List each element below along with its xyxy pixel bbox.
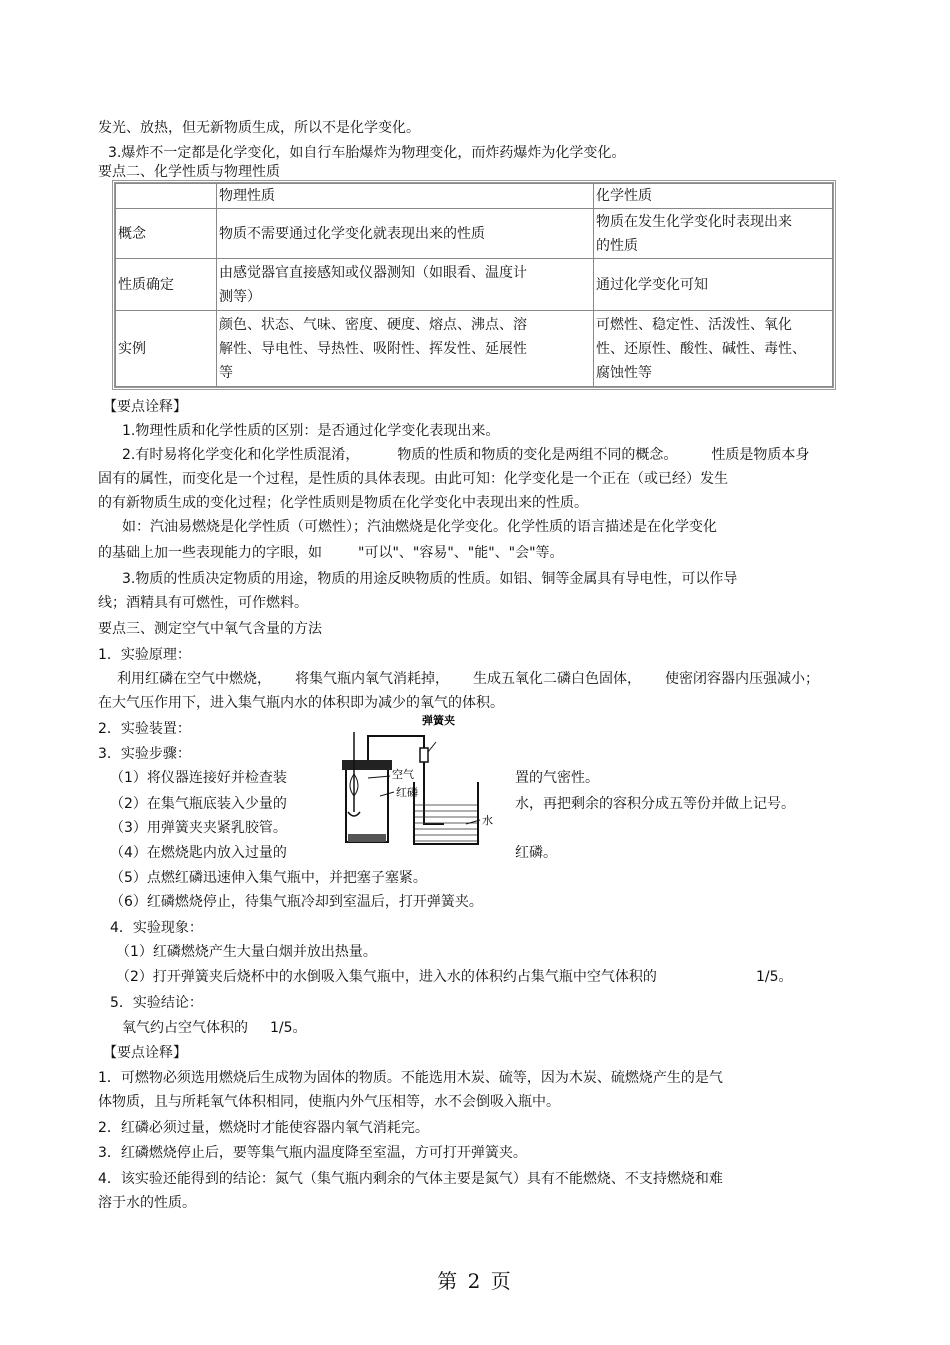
phenomenon-1: （1）红磷燃烧产生大量白烟并放出热量。 [116,944,377,960]
step-4-a: （4）在燃烧匙内放入过量的 [110,845,287,861]
table-header-cell [116,184,217,209]
note-2-part-g: 的基础上加一些表现能力的字眼，如 [98,545,322,561]
step-4-b: 红磷。 [515,845,557,861]
note-2-line-5 [98,544,564,562]
note-1: 1.物理性质和化学性质的区别：是否通过化学变化表现出来。 [122,423,500,439]
step-2-a: （2）在集气瓶底装入少量的 [110,796,287,812]
table-header-cell: 物理性质 [217,184,594,209]
conclusion-part-a: 氧气约占空气体积的 [122,1020,248,1036]
cell-line: 等 [219,364,233,381]
cell-line: 由感觉器官直接感知或仪器测知（如眼看、温度计 [219,264,527,281]
conclusion-title: 5．实验结论： [110,995,203,1011]
step-6: （6）红磷燃烧停止，待集气瓶冷却到室温后，打开弹簧夹。 [110,894,483,910]
principle-title: 1．实验原理： [98,647,191,663]
cell-line: 物质不需要通过化学变化就表现出来的性质 [219,225,485,242]
diagram-label-phosphorus: 红磷 [396,786,418,799]
cell-line: 测等） [219,288,261,305]
principle-line-1 [117,670,819,688]
cell-line: 通过化学变化可知 [596,276,708,293]
table-header-cell: 化学性质 [594,184,833,209]
principle-line-2: 在大气压作用下，进入集气瓶内水的体积即为减少的氧气的体积。 [98,695,504,711]
property-table [115,183,833,387]
notes2-item-1-line-1: 1．可燃物必须选用燃烧后生成物为固体的物质。不能选用木炭、硫等，因为木炭、硫燃烧产生的是气 [98,1070,723,1086]
table-header-row [116,184,833,209]
row-label: 性质确定 [116,259,217,311]
phenomena-title: 4．实验现象： [110,920,203,936]
note-3-line-2: 线；酒精具有可燃性，可作燃料。 [98,595,308,611]
notes2-heading: 【要点诠释】 [103,1045,187,1061]
step-1-a: （1）将仪器连接好并检查装 [110,770,287,786]
phys-cell [217,259,594,311]
notes2-item-4-line-1: 4．该实验还能得到的结论：氮气（集气瓶内剩余的气体主要是氮气）具有不能燃烧、不支持燃烧和难 [98,1171,723,1187]
conclusion-line [122,1019,307,1037]
section3-heading: 要点三、测定空气中氧气含量的方法 [98,621,322,637]
note-2-line-4: 如：汽油易燃烧是化学性质（可燃性）；汽油燃烧是化学变化。化学性质的语言描述是在化学变化 [122,519,717,535]
note-2-part-a: 2.有时易将化学变化和化学性质混淆， [122,447,360,463]
note-2-line-2: 固有的属性，而变化是一个过程，是性质的具体表现。由此可知：化学变化是一个正在（或已经）发生 [98,471,728,487]
conclusion-part-b: 1/5。 [270,1020,307,1036]
principle-part-d: 使密闭容器内压强减小； [665,671,819,687]
row-label: 概念 [116,209,217,259]
note-2-part-h: "可以"、"容易"、"能"、"会"等。 [358,545,564,561]
steps-title: 3．实验步骤： [98,746,191,762]
table-row [116,209,833,259]
note-2-part-b: 物质的性质和物质的变化是两组不同的概念。 [397,447,678,463]
intro-line-1: 发光、放热，但无新物质生成，所以不是化学变化。 [98,120,420,136]
step-5: （5）点燃红磷迅速伸入集气瓶中，并把塞子塞紧。 [110,870,427,886]
table-row [116,259,833,311]
chem-cell [594,311,833,387]
page-number: 第 2 页 [437,1269,513,1293]
step-1-b: 置的气密性。 [515,770,599,786]
chem-cell [594,259,833,311]
cell-line: 腐蚀性等 [596,364,652,381]
cell-line: 物质在发生化学变化时表现出来 [596,213,792,230]
note-2-line-1 [122,446,809,464]
note-2-line-3: 的有新物质生成的变化过程；化学性质则是物质在化学变化中表现出来的性质。 [98,495,588,511]
section2-heading: 要点二、化学性质与物理性质 [98,164,280,180]
row-label: 实例 [116,311,217,387]
table-row [116,311,833,387]
cell-line: 颜色、状态、气味、密度、硬度、熔点、沸点、溶 [219,316,527,333]
diagram-label-water: 水 [482,814,493,827]
notes2-item-1-line-2: 体物质，且与所耗氧气体积相同，使瓶内外气压相等，水不会倒吸入瓶中。 [98,1094,560,1110]
principle-part-a: 利用红磷在空气中燃烧， [117,671,271,687]
cell-line: 性、还原性、酸性、碱性、毒性、 [596,340,806,357]
notes2-item-3: 3．红磷燃烧停止后，要等集气瓶内温度降至室温，方可打开弹簧夹。 [98,1145,527,1161]
diagram-label-air: 空气 [392,768,414,781]
cell-line: 可燃性、稳定性、活泼性、氧化 [596,316,792,333]
notes2-item-2: 2．红磷必须过量，燃烧时才能使容器内氧气消耗完。 [98,1120,429,1136]
principle-part-b: 将集气瓶内氧气消耗掉， [295,671,449,687]
step-2-b: 水，再把剩余的容积分成五等份并做上记号。 [515,796,795,812]
note-2-part-c: 性质是物质本身 [711,447,810,463]
cell-line: 解性、导电性、导热性、吸附性、挥发性、延展性 [219,340,527,357]
note-3-line-1: 3.物质的性质决定物质的用途，物质的用途反映物质的性质。如铝、铜等金属具有导电性，可以作导 [122,571,738,587]
phys-cell [217,209,594,259]
intro-line-2: 3.爆炸不一定都是化学变化，如自行车胎爆炸为物理变化，而炸药爆炸为化学变化。 [108,145,626,161]
step-3: （3）用弹簧夹夹紧乳胶管。 [110,820,287,836]
cell-line: 的性质 [596,237,638,254]
phenomenon-2-fraction: 1/5。 [756,969,793,985]
phenomenon-2: （2）打开弹簧夹后烧杯中的水倒吸入集气瓶中，进入水的体积约占集气瓶中空气体积的 [116,969,657,985]
apparatus-diagram [324,712,500,852]
notes-heading: 【要点诠释】 [103,399,187,415]
phys-cell [217,311,594,387]
diagram-label-clip: 弹簧夹 [422,714,455,727]
principle-part-c: 生成五氧化二磷白色固体， [473,671,641,687]
apparatus-title: 2．实验装置： [98,721,191,737]
notes2-item-4-line-2: 溶于水的性质。 [98,1195,196,1211]
chem-cell [594,209,833,259]
